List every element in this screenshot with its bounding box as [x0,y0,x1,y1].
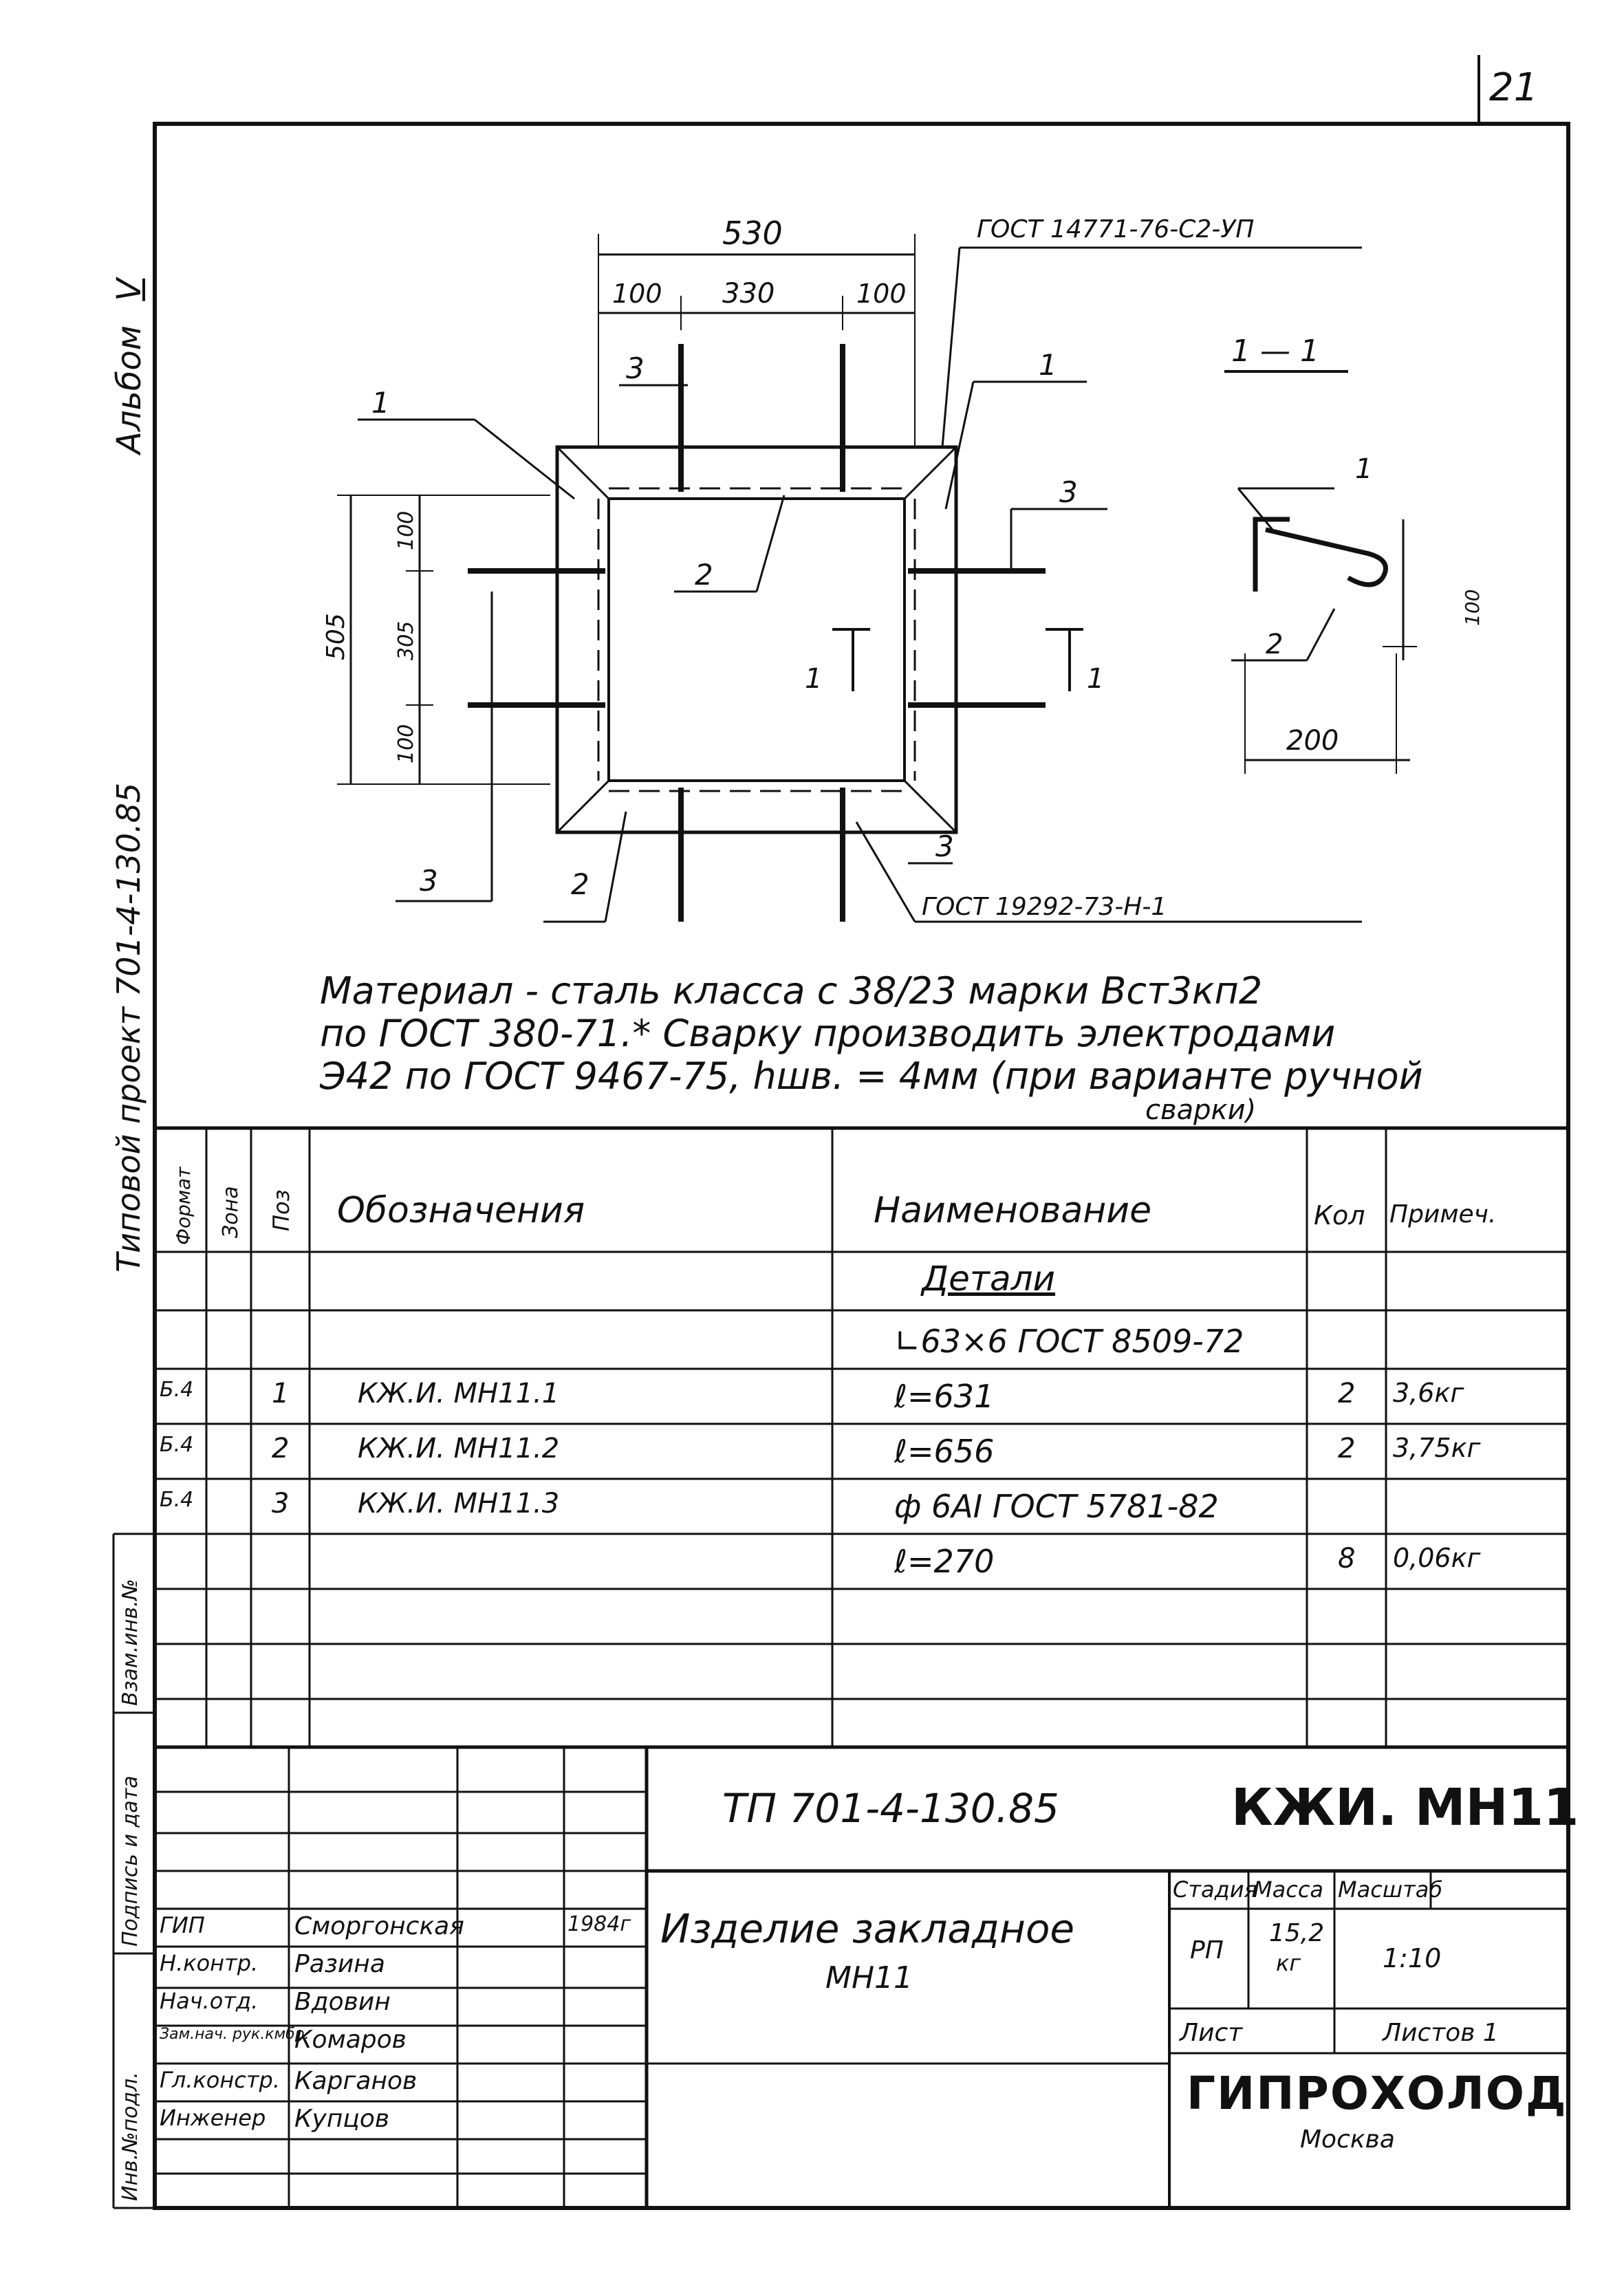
dim-left-top: 100 [394,510,418,550]
gost-top-label: ГОСТ 14771-76-С2-УП [977,215,1255,243]
spec-row-note: 3,6кг [1393,1378,1464,1408]
org-name: ГИПРОХОЛОД [1187,2067,1568,2120]
sheet-label: Лист [1180,2019,1243,2047]
project-code: ТП 701-4-130.85 [722,1785,1059,1832]
spec-row-note: 0,06кг [1393,1543,1481,1573]
pos-label-1b: 1 [1039,348,1057,382]
doc-code: КЖИ. МН11 [1231,1778,1579,1837]
pos-label-3d: 3 [935,830,954,863]
spec-row-name: ℓ=270 [894,1543,995,1580]
note-line-2: по ГОСТ 380-71.* Сварку производить электродами [320,1012,1336,1055]
spec-row-designation: КЖ.И. МН11.3 [358,1488,560,1519]
spec-row-name: ℓ=631 [894,1378,995,1415]
header-format: Формат [172,1167,195,1245]
spec-row-note: 3,75кг [1393,1433,1481,1463]
spec-row-pos: 2 [272,1433,290,1464]
section-mark-right: 1 [1087,663,1105,695]
scale-value: 1:10 [1383,1943,1442,1973]
staff-role: ГИП [160,1912,205,1938]
dim-top-right: 100 [856,279,907,309]
section-mark-left: 1 [805,663,823,695]
staff-name: Разина [294,1950,385,1978]
album-number: V [110,278,149,301]
staff-name: Комаров [294,2026,407,2054]
staff-role: Нач.отд. [160,1988,259,2014]
spec-row-qty: 2 [1338,1378,1356,1409]
dim-left-total: 505 [322,613,350,660]
dim-top-left: 100 [612,279,662,309]
section-dim-height: 100 [1461,589,1484,626]
mass-label: Масса [1253,1876,1324,1903]
staff-name: Карганов [294,2067,418,2095]
dim-left-mid: 305 [394,620,418,660]
spec-row-pos: 3 [272,1488,290,1519]
spec-row-format: Б.4 [160,1488,194,1512]
org-city: Москва [1300,2125,1395,2154]
pos-label-3b: 3 [1059,475,1078,509]
stamp-inv-orig: Инв.№подл. [118,2072,142,2201]
staff-name: Вдовин [294,1988,391,2016]
section-title: 1 — 1 [1231,334,1319,369]
mass-value: 15,2 [1269,1919,1325,1947]
pos-label-3c: 3 [420,864,438,898]
material-notes [320,969,1423,1126]
staff-role: Зам.нач. рук.кмбр. [160,2026,310,2043]
spec-row-name: ∟63×6 ГОСТ 8509-72 [894,1323,1244,1360]
sheet-number: 21 [1489,65,1539,110]
scale-label: Масштаб [1338,1876,1443,1903]
header-note: Примеч. [1389,1200,1497,1228]
spec-row-name: ф 6АI ГОСТ 5781-82 [894,1488,1219,1525]
stamp-inv-replace: Взам.инв.№ [118,1579,142,1706]
staff-name: Сморгонская [294,1912,464,1940]
spec-row-qty: 8 [1338,1543,1356,1574]
dim-top-total: 530 [722,215,783,252]
staff-name: Купцов [294,2105,390,2133]
spec-row-designation: КЖ.И. МН11.2 [358,1433,560,1464]
album-label [110,279,149,454]
spec-row-qty: 2 [1338,1433,1356,1464]
project-label: Типовой проект 701-4-130.85 [110,782,147,1273]
note-line-4: сварки) [1145,1094,1257,1126]
spec-row-pos: 1 [272,1378,290,1409]
staff-role: Гл.констр. [160,2067,280,2093]
header-name: Наименование [874,1190,1152,1231]
spec-row-format: Б.4 [160,1433,194,1457]
header-zone: Зона [219,1186,243,1238]
header-qty: Кол [1314,1200,1365,1231]
section-pos-2: 2 [1266,629,1284,660]
staff-role: Инженер [160,2105,266,2131]
dim-left-bottom: 100 [394,724,418,764]
spec-row-name: ℓ=656 [894,1433,995,1470]
title-line-2: МН11 [825,1960,913,1995]
note-line-1: Материал - сталь класса с 38/23 марки Вст3кп2 [320,969,1263,1013]
section-dim-width: 200 [1286,725,1339,757]
stage-label: Стадия [1173,1876,1257,1903]
pos-label-3a: 3 [626,351,645,385]
dim-top-mid: 330 [722,278,775,310]
stamp-sign-date: Подпись и дата [118,1775,142,1947]
pos-label-2a: 2 [695,558,713,592]
spec-row-designation: КЖ.И. МН11.1 [358,1378,560,1409]
pos-label-2b: 2 [571,867,589,901]
pos-label-1a: 1 [371,386,390,420]
sheets-label: Листов 1 [1383,2019,1499,2047]
approval-year: 1984г [567,1912,631,1936]
gost-bottom-label: ГОСТ 19292-73-Н-1 [922,893,1167,921]
title-line-1: Изделие закладное [660,1905,1075,1952]
stage-value: РП [1190,1936,1224,1964]
spec-row-format: Б.4 [160,1378,194,1402]
staff-role: Н.контр. [160,1950,259,1976]
header-designation: Обозначения [337,1190,585,1231]
header-pos: Поз [268,1189,294,1231]
note-line-3: Э42 по ГОСТ 9467-75, hшв. = 4мм (при варианте ручной [320,1054,1423,1098]
mass-unit: кг [1276,1950,1301,1976]
section-pos-1: 1 [1355,453,1373,485]
album-label-text: Альбом [110,325,149,454]
section-title-details: Детали [922,1259,1056,1299]
